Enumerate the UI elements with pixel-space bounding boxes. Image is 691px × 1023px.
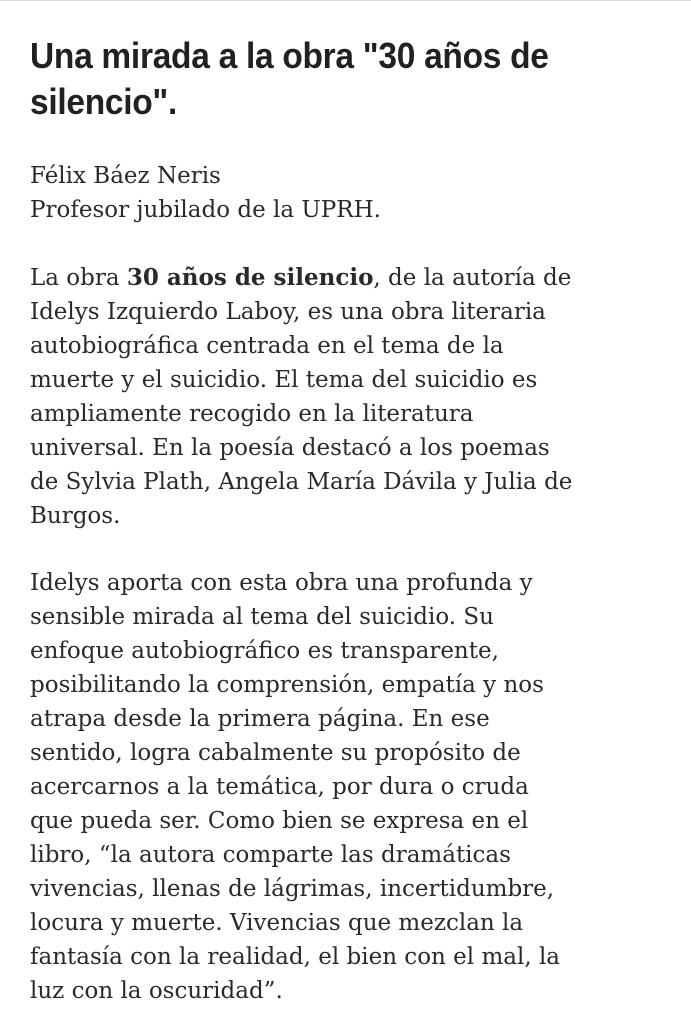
paragraph-line: enfoque autobiográfico es transparente, — [30, 638, 499, 664]
paragraph-line: que pueda ser. Como bien se expresa en el — [30, 808, 529, 834]
paragraph-line: Idelys aporta con esta obra una profunda y — [30, 570, 533, 596]
paragraph-line: sentido, logra cabalmente su propósito de — [30, 740, 521, 766]
book-title-bold: 30 años de silencio — [126, 264, 374, 291]
paragraph-line: autobiográfica centrada en el tema de la — [30, 333, 504, 359]
author-name: Félix Báez Neris — [30, 163, 221, 189]
paragraph-line: posibilitando la comprensión, empatía y nos — [30, 672, 544, 698]
paragraph-2 — [30, 566, 671, 1008]
paragraph-line: locura y muerte. Vivencias que mezclan la — [30, 910, 524, 936]
title-line: silencio". — [30, 81, 178, 122]
paragraph-line: universal. En la poesía destacó a los poemas — [30, 435, 550, 461]
paragraph-1 — [30, 261, 671, 533]
paragraph-line: de Sylvia Plath, Angela María Dávila y Julia de — [30, 469, 573, 495]
paragraph-line: muerte y el suicidio. El tema del suicidio es — [30, 367, 538, 393]
paragraph-line: ampliamente recogido en la literatura — [30, 401, 474, 427]
article-title — [30, 33, 672, 125]
text-run: , de la autoría de — [373, 265, 572, 291]
paragraph-line: fantasía con la realidad, el bien con el mal, la — [30, 944, 561, 970]
author-byline — [30, 159, 671, 227]
paragraph-line: Idelys Izquierdo Laboy, es una obra literaria — [30, 299, 546, 325]
paragraph-line: acercarnos a la temática, por dura o cruda — [30, 774, 529, 800]
paragraph-line: luz con la oscuridad”. — [30, 978, 283, 1004]
title-line: Una mirada a la obra "30 años de — [30, 35, 549, 76]
paragraph-line: Burgos. — [30, 503, 121, 529]
paragraph-line — [30, 261, 671, 295]
paragraph-line: libro, “la autora comparte las dramáticas — [30, 842, 511, 868]
author-role: Profesor jubilado de la UPRH. — [30, 197, 381, 223]
paragraph-line: atrapa desde la primera página. En ese — [30, 706, 490, 732]
paragraph-line: vivencias, llenas de lágrimas, incertidumbre, — [30, 876, 555, 902]
paragraph-line: sensible mirada al tema del suicidio. Su — [30, 604, 494, 630]
text-run: La obra — [30, 265, 127, 291]
